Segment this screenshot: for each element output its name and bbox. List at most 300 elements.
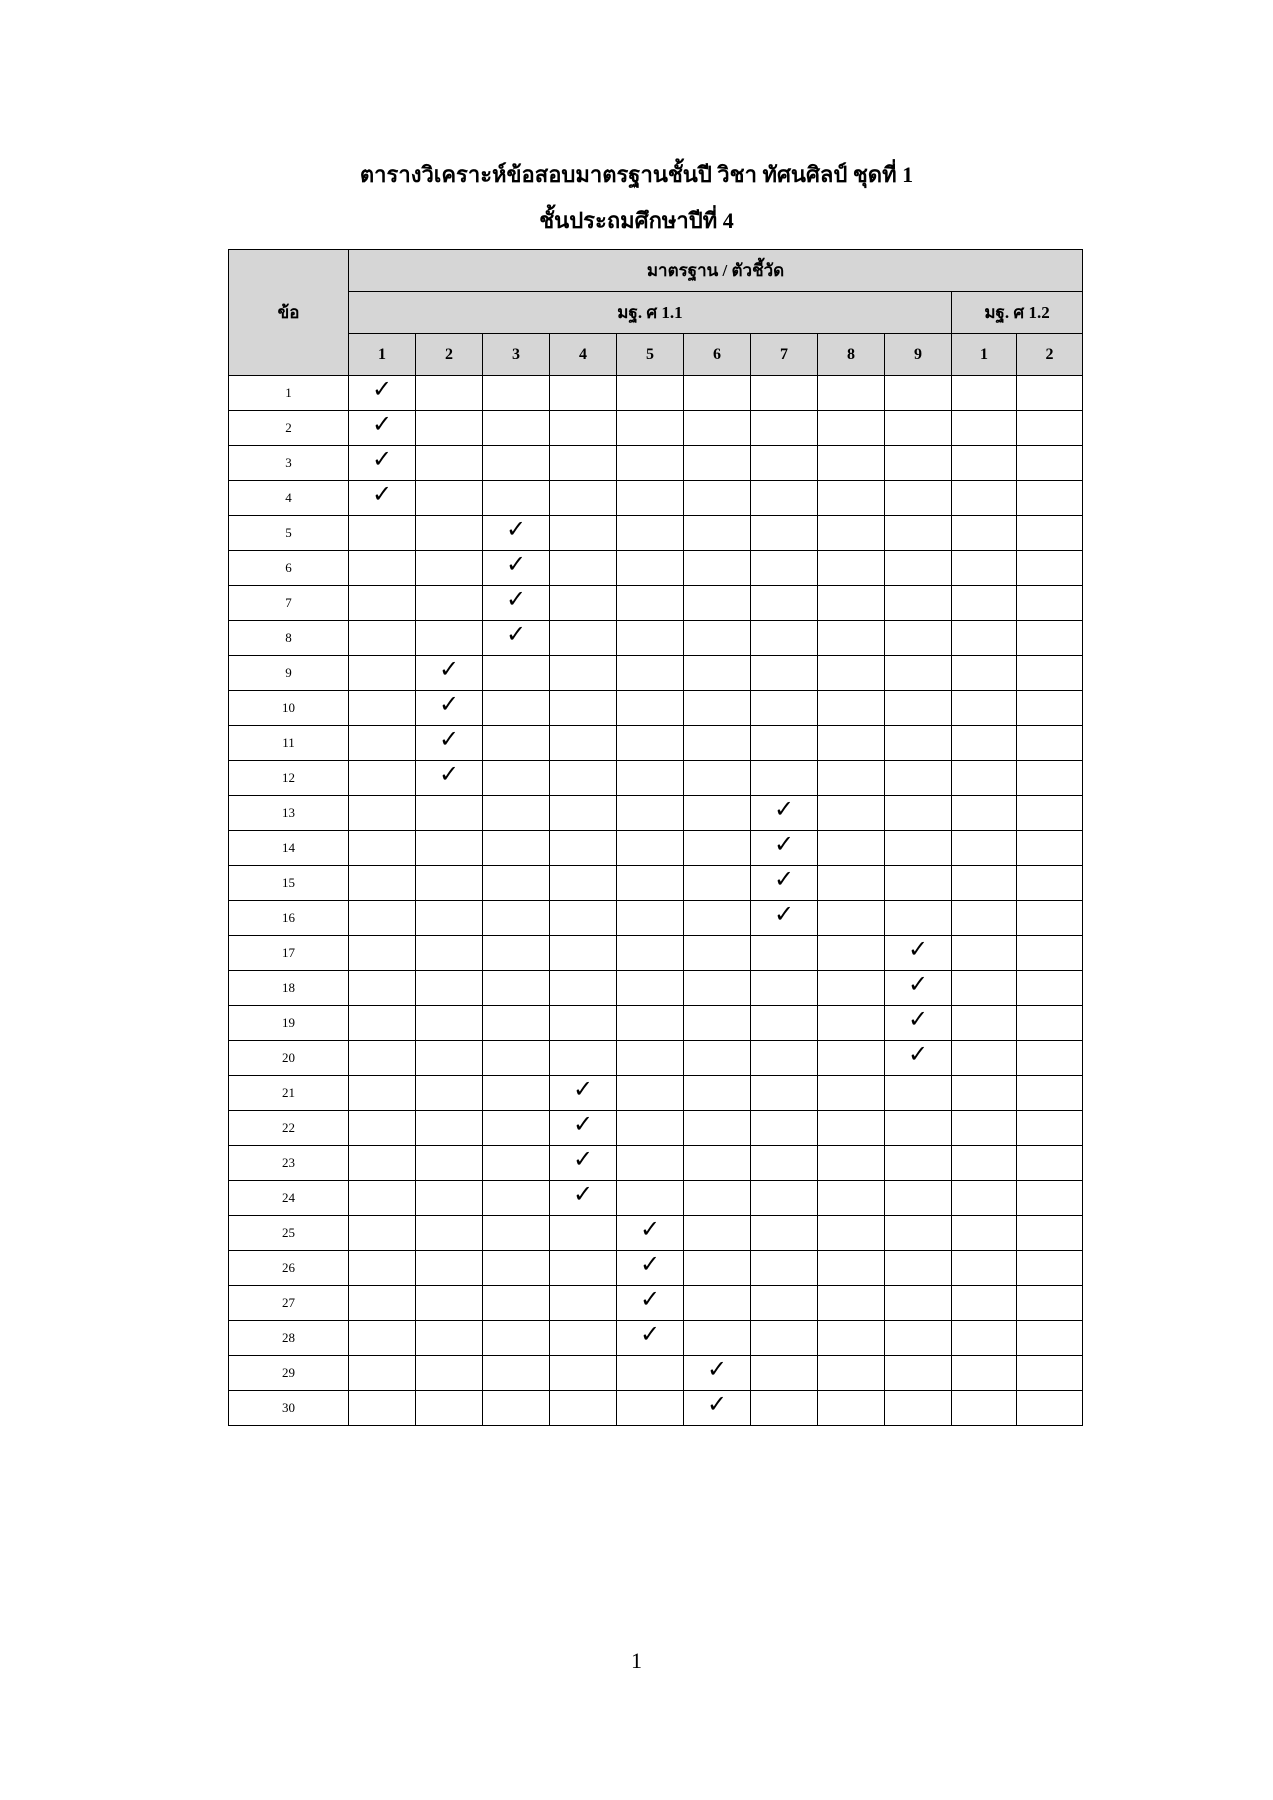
- indicator-cell: [1017, 971, 1083, 1006]
- indicator-cell: [617, 586, 684, 621]
- indicator-cell: [751, 1111, 818, 1146]
- indicator-cell: [617, 1391, 684, 1426]
- indicator-cell: [416, 796, 483, 831]
- check-mark-icon: ✓: [706, 1354, 728, 1383]
- table-row: [229, 796, 1083, 831]
- indicator-cell: [952, 656, 1017, 691]
- indicator-cell: [349, 761, 416, 796]
- indicator-cell: [684, 656, 751, 691]
- indicator-cell: [349, 1251, 416, 1286]
- indicator-cell: [684, 831, 751, 866]
- indicator-cell: [751, 516, 818, 551]
- indicator-cell: [1017, 411, 1083, 446]
- item-number: 15: [229, 866, 349, 901]
- indicator-cell: [818, 936, 885, 971]
- check-mark-icon: ✓: [773, 794, 795, 823]
- indicator-cell: [416, 516, 483, 551]
- check-mark-icon: ✓: [438, 724, 460, 753]
- indicator-cell: [349, 376, 416, 411]
- indicator-cell: [751, 1356, 818, 1391]
- indicator-cell: [617, 866, 684, 901]
- indicator-cell: [416, 936, 483, 971]
- indicator-cell: [349, 936, 416, 971]
- indicator-cell: [617, 1356, 684, 1391]
- indicator-cell: [617, 796, 684, 831]
- indicator-cell: [550, 1111, 617, 1146]
- indicator-cell: [751, 1076, 818, 1111]
- indicator-cell: [952, 1146, 1017, 1181]
- indicator-cell: [617, 1321, 684, 1356]
- table-row: [229, 901, 1083, 936]
- indicator-cell: [818, 1111, 885, 1146]
- indicator-cell: [684, 1006, 751, 1041]
- indicator-cell: [885, 796, 952, 831]
- indicator-cell: [483, 1181, 550, 1216]
- indicator-cell: [751, 376, 818, 411]
- item-number: 7: [229, 586, 349, 621]
- indicator-cell: [952, 1041, 1017, 1076]
- table-row: [229, 936, 1083, 971]
- indicator-number-header: 4: [550, 334, 617, 376]
- indicator-cell: [483, 796, 550, 831]
- indicator-cell: [885, 1216, 952, 1251]
- document-subtitle: ชั้นประถมศึกษาปีที่ 4: [539, 208, 734, 233]
- indicator-cell: [818, 516, 885, 551]
- indicator-cell: [617, 1286, 684, 1321]
- indicator-cell: [617, 1216, 684, 1251]
- indicator-cell: [751, 446, 818, 481]
- item-number: 20: [229, 1041, 349, 1076]
- indicator-cell: [617, 691, 684, 726]
- indicator-cell: [349, 1006, 416, 1041]
- indicator-cell: [751, 1041, 818, 1076]
- item-number: 16: [229, 901, 349, 936]
- indicator-cell: [349, 481, 416, 516]
- indicator-cell: [885, 936, 952, 971]
- indicator-cell: [550, 761, 617, 796]
- indicator-cell: [550, 866, 617, 901]
- indicator-cell: [818, 481, 885, 516]
- indicator-cell: [1017, 1356, 1083, 1391]
- item-number: 12: [229, 761, 349, 796]
- indicator-cell: [885, 1041, 952, 1076]
- check-mark-icon: ✓: [505, 584, 527, 613]
- indicator-cell: [416, 1216, 483, 1251]
- indicator-cell: [550, 971, 617, 1006]
- indicator-cell: [550, 1216, 617, 1251]
- indicator-cell: [550, 481, 617, 516]
- check-mark-icon: ✓: [907, 969, 929, 998]
- indicator-cell: [483, 1111, 550, 1146]
- indicator-cell: [1017, 831, 1083, 866]
- indicator-cell: [416, 1391, 483, 1426]
- item-number: 29: [229, 1356, 349, 1391]
- indicator-cell: [885, 866, 952, 901]
- indicator-cell: [550, 551, 617, 586]
- indicator-cell: [1017, 656, 1083, 691]
- indicator-cell: [550, 1076, 617, 1111]
- check-mark-icon: ✓: [773, 864, 795, 893]
- check-mark-icon: ✓: [505, 514, 527, 543]
- indicator-cell: [483, 516, 550, 551]
- indicator-cell: [885, 1146, 952, 1181]
- indicator-cell: [1017, 516, 1083, 551]
- table-row: [229, 446, 1083, 481]
- indicator-cell: [751, 761, 818, 796]
- table-row: [229, 761, 1083, 796]
- standard-group-header: มฐ. ศ 1.2: [952, 292, 1083, 334]
- indicator-cell: [617, 516, 684, 551]
- indicator-cell: [617, 656, 684, 691]
- indicator-cell: [416, 1286, 483, 1321]
- indicator-cell: [550, 516, 617, 551]
- indicator-cell: [483, 551, 550, 586]
- item-number: 18: [229, 971, 349, 1006]
- table-row: [229, 551, 1083, 586]
- table-row: [229, 376, 1083, 411]
- indicator-cell: [483, 1356, 550, 1391]
- indicator-cell: [483, 1216, 550, 1251]
- indicator-cell: [818, 1006, 885, 1041]
- indicator-cell: [885, 971, 952, 1006]
- indicator-cell: [885, 1111, 952, 1146]
- indicator-cell: [751, 586, 818, 621]
- item-number: 9: [229, 656, 349, 691]
- indicator-cell: [483, 586, 550, 621]
- indicator-cell: [416, 971, 483, 1006]
- indicator-cell: [416, 376, 483, 411]
- indicator-number-header: 5: [617, 334, 684, 376]
- indicator-cell: [550, 1041, 617, 1076]
- indicator-cell: [416, 726, 483, 761]
- indicator-cell: [483, 1041, 550, 1076]
- indicator-cell: [416, 901, 483, 936]
- indicator-cell: [1017, 621, 1083, 656]
- check-mark-icon: ✓: [773, 899, 795, 928]
- indicator-cell: [684, 1181, 751, 1216]
- table-row: [229, 1146, 1083, 1181]
- indicator-cell: [483, 376, 550, 411]
- indicator-cell: [483, 831, 550, 866]
- indicator-cell: [550, 691, 617, 726]
- indicator-cell: [349, 1041, 416, 1076]
- indicator-cell: [1017, 1286, 1083, 1321]
- check-mark-icon: ✓: [572, 1074, 594, 1103]
- indicator-cell: [617, 761, 684, 796]
- indicator-cell: [416, 586, 483, 621]
- indicator-cell: [885, 761, 952, 796]
- indicator-cell: [416, 1111, 483, 1146]
- indicator-cell: [751, 901, 818, 936]
- header-standards-indicators: มาตรฐาน / ตัวชี้วัด: [349, 250, 1083, 292]
- indicator-cell: [751, 866, 818, 901]
- indicator-cell: [751, 1321, 818, 1356]
- indicator-cell: [617, 481, 684, 516]
- indicator-cell: [483, 446, 550, 481]
- check-mark-icon: ✓: [438, 759, 460, 788]
- indicator-cell: [684, 796, 751, 831]
- indicator-cell: [416, 1356, 483, 1391]
- indicator-cell: [416, 1076, 483, 1111]
- indicator-cell: [952, 971, 1017, 1006]
- indicator-cell: [483, 1251, 550, 1286]
- indicator-cell: [550, 796, 617, 831]
- indicator-cell: [349, 971, 416, 1006]
- indicator-cell: [684, 1111, 751, 1146]
- indicator-cell: [349, 1286, 416, 1321]
- indicator-cell: [483, 936, 550, 971]
- indicator-cell: [617, 901, 684, 936]
- indicator-cell: [483, 866, 550, 901]
- indicator-cell: [550, 901, 617, 936]
- indicator-cell: [885, 1006, 952, 1041]
- indicator-cell: [349, 901, 416, 936]
- indicator-cell: [885, 1286, 952, 1321]
- indicator-cell: [684, 971, 751, 1006]
- indicator-cell: [885, 481, 952, 516]
- item-number: 30: [229, 1391, 349, 1426]
- indicator-cell: [885, 691, 952, 726]
- indicator-cell: [1017, 1181, 1083, 1216]
- indicator-cell: [818, 1251, 885, 1286]
- indicator-cell: [483, 1286, 550, 1321]
- indicator-cell: [550, 446, 617, 481]
- indicator-cell: [952, 901, 1017, 936]
- indicator-cell: [952, 411, 1017, 446]
- item-number: 5: [229, 516, 349, 551]
- indicator-cell: [885, 516, 952, 551]
- indicator-cell: [751, 831, 818, 866]
- indicator-cell: [349, 1076, 416, 1111]
- indicator-cell: [952, 446, 1017, 481]
- indicator-cell: [349, 621, 416, 656]
- item-number: 23: [229, 1146, 349, 1181]
- table-row: [229, 831, 1083, 866]
- indicator-cell: [349, 1146, 416, 1181]
- indicator-cell: [952, 1286, 1017, 1321]
- indicator-cell: [952, 1391, 1017, 1426]
- indicator-cell: [617, 1076, 684, 1111]
- indicator-cell: [818, 1181, 885, 1216]
- check-mark-icon: ✓: [505, 619, 527, 648]
- indicator-cell: [483, 1146, 550, 1181]
- indicator-cell: [885, 411, 952, 446]
- indicator-cell: [617, 446, 684, 481]
- page-number: 1: [631, 1648, 642, 1673]
- table-row: [229, 1076, 1083, 1111]
- indicator-cell: [751, 411, 818, 446]
- check-mark-icon: ✓: [639, 1319, 661, 1348]
- indicator-cell: [885, 1181, 952, 1216]
- indicator-cell: [684, 481, 751, 516]
- indicator-cell: [617, 1181, 684, 1216]
- table-row: [229, 1216, 1083, 1251]
- indicator-cell: [684, 1251, 751, 1286]
- indicator-cell: [483, 1006, 550, 1041]
- indicator-cell: [885, 1356, 952, 1391]
- indicator-cell: [952, 481, 1017, 516]
- indicator-cell: [751, 1006, 818, 1041]
- indicator-cell: [1017, 551, 1083, 586]
- indicator-cell: [1017, 1076, 1083, 1111]
- check-mark-icon: ✓: [438, 654, 460, 683]
- indicator-cell: [483, 726, 550, 761]
- check-mark-icon: ✓: [639, 1214, 661, 1243]
- indicator-cell: [349, 796, 416, 831]
- indicator-cell: [818, 1356, 885, 1391]
- item-number: 26: [229, 1251, 349, 1286]
- indicator-cell: [349, 1356, 416, 1391]
- indicator-cell: [1017, 376, 1083, 411]
- item-number: 10: [229, 691, 349, 726]
- indicator-cell: [416, 831, 483, 866]
- item-number: 6: [229, 551, 349, 586]
- check-mark-icon: ✓: [639, 1284, 661, 1313]
- indicator-cell: [416, 621, 483, 656]
- item-number: 19: [229, 1006, 349, 1041]
- indicator-cell: [617, 1251, 684, 1286]
- indicator-number-header: 1: [349, 334, 416, 376]
- indicator-cell: [1017, 1146, 1083, 1181]
- indicator-cell: [1017, 1216, 1083, 1251]
- indicator-cell: [617, 1041, 684, 1076]
- indicator-cell: [617, 1146, 684, 1181]
- indicator-cell: [684, 1076, 751, 1111]
- indicator-cell: [483, 1321, 550, 1356]
- indicator-cell: [885, 446, 952, 481]
- indicator-cell: [416, 1181, 483, 1216]
- table-row: [229, 656, 1083, 691]
- indicator-cell: [684, 586, 751, 621]
- indicator-cell: [684, 516, 751, 551]
- item-number: 13: [229, 796, 349, 831]
- indicator-number-header: 2: [1017, 334, 1083, 376]
- indicator-cell: [684, 726, 751, 761]
- indicator-cell: [751, 551, 818, 586]
- check-mark-icon: ✓: [639, 1249, 661, 1278]
- indicator-number-header: 6: [684, 334, 751, 376]
- indicator-cell: [818, 1076, 885, 1111]
- indicator-cell: [1017, 866, 1083, 901]
- table-row: [229, 586, 1083, 621]
- indicator-cell: [1017, 691, 1083, 726]
- indicator-cell: [952, 761, 1017, 796]
- indicator-number-header: 7: [751, 334, 818, 376]
- indicator-cell: [684, 411, 751, 446]
- table-row: [229, 516, 1083, 551]
- indicator-cell: [416, 1006, 483, 1041]
- item-number: 2: [229, 411, 349, 446]
- indicator-cell: [684, 1146, 751, 1181]
- indicator-cell: [952, 1111, 1017, 1146]
- indicator-number-header: 9: [885, 334, 952, 376]
- indicator-cell: [818, 796, 885, 831]
- check-mark-icon: ✓: [572, 1144, 594, 1173]
- indicator-cell: [751, 1251, 818, 1286]
- check-mark-icon: ✓: [371, 409, 393, 438]
- indicator-cell: [617, 1111, 684, 1146]
- indicator-cell: [1017, 761, 1083, 796]
- indicator-cell: [617, 411, 684, 446]
- indicator-cell: [349, 866, 416, 901]
- indicator-cell: [1017, 1041, 1083, 1076]
- indicator-cell: [818, 1146, 885, 1181]
- table-row: [229, 1181, 1083, 1216]
- indicator-cell: [1017, 481, 1083, 516]
- indicator-cell: [483, 761, 550, 796]
- indicator-cell: [818, 1286, 885, 1321]
- indicator-cell: [818, 586, 885, 621]
- indicator-cell: [349, 1321, 416, 1356]
- check-mark-icon: ✓: [505, 549, 527, 578]
- indicator-cell: [349, 1216, 416, 1251]
- indicator-cell: [885, 1321, 952, 1356]
- indicator-cell: [684, 691, 751, 726]
- indicator-cell: [818, 691, 885, 726]
- indicator-cell: [550, 1181, 617, 1216]
- table-row: [229, 481, 1083, 516]
- indicator-cell: [885, 831, 952, 866]
- indicator-cell: [550, 1356, 617, 1391]
- indicator-cell: [349, 551, 416, 586]
- indicator-cell: [952, 866, 1017, 901]
- indicator-cell: [885, 656, 952, 691]
- indicator-cell: [483, 901, 550, 936]
- indicator-cell: [483, 971, 550, 1006]
- indicator-cell: [952, 1076, 1017, 1111]
- indicator-cell: [550, 376, 617, 411]
- table-row: [229, 1391, 1083, 1426]
- indicator-cell: [818, 1321, 885, 1356]
- indicator-cell: [684, 1041, 751, 1076]
- table-row: [229, 621, 1083, 656]
- indicator-cell: [818, 1216, 885, 1251]
- indicator-cell: [885, 726, 952, 761]
- indicator-cell: [952, 1321, 1017, 1356]
- indicator-cell: [416, 1041, 483, 1076]
- header-indicator-numbers: [229, 334, 1083, 376]
- indicator-cell: [349, 1391, 416, 1426]
- indicator-cell: [483, 656, 550, 691]
- indicator-cell: [751, 1391, 818, 1426]
- indicator-cell: [684, 936, 751, 971]
- check-mark-icon: ✓: [773, 829, 795, 858]
- table-row: [229, 1251, 1083, 1286]
- indicator-cell: [885, 1391, 952, 1426]
- check-mark-icon: ✓: [907, 1039, 929, 1068]
- check-mark-icon: ✓: [706, 1389, 728, 1418]
- indicator-cell: [684, 1321, 751, 1356]
- indicator-cell: [1017, 901, 1083, 936]
- indicator-cell: [751, 656, 818, 691]
- indicator-cell: [952, 516, 1017, 551]
- indicator-cell: [550, 1321, 617, 1356]
- indicator-cell: [952, 936, 1017, 971]
- indicator-cell: [751, 1286, 818, 1321]
- indicator-cell: [952, 1216, 1017, 1251]
- item-number: 27: [229, 1286, 349, 1321]
- indicator-cell: [550, 621, 617, 656]
- indicator-cell: [952, 1356, 1017, 1391]
- check-mark-icon: ✓: [572, 1179, 594, 1208]
- indicator-cell: [483, 1391, 550, 1426]
- indicator-cell: [483, 1076, 550, 1111]
- indicator-cell: [1017, 586, 1083, 621]
- indicator-cell: [416, 551, 483, 586]
- item-number: 11: [229, 726, 349, 761]
- indicator-cell: [349, 516, 416, 551]
- indicator-cell: [952, 586, 1017, 621]
